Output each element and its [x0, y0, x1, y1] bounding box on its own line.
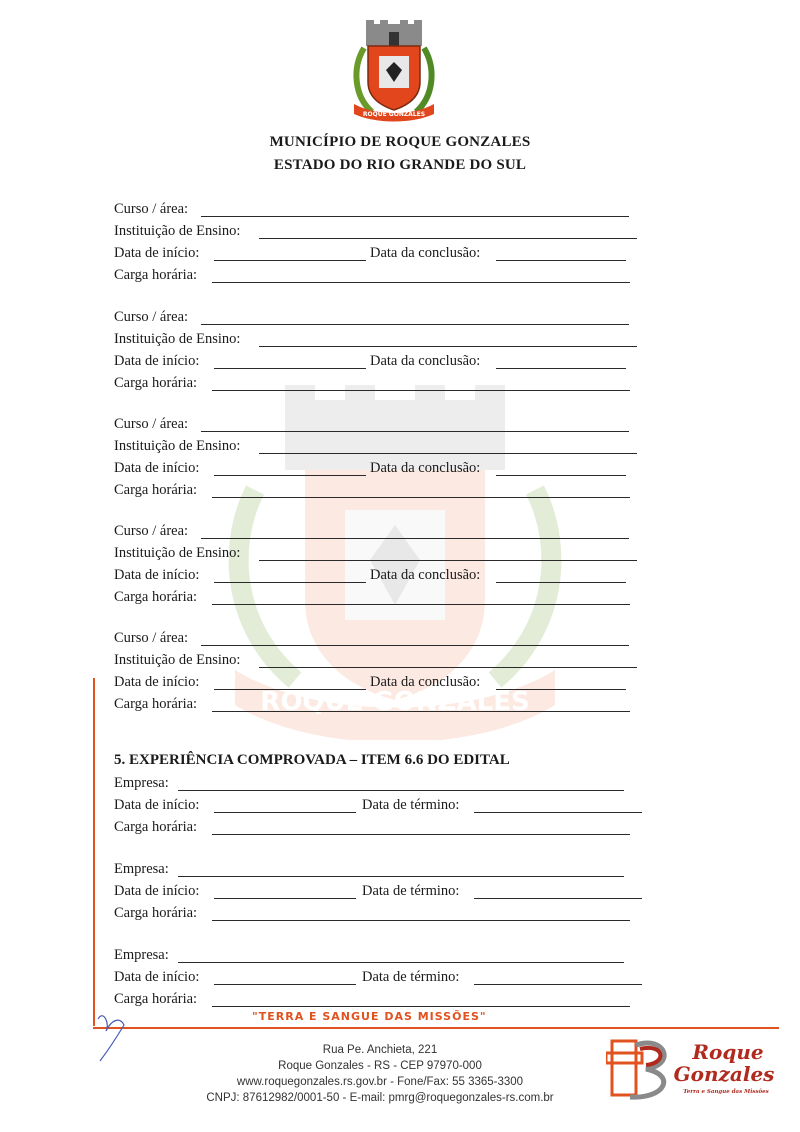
label-curso: Curso / área:	[114, 201, 189, 217]
data-inicio-field[interactable]	[214, 368, 366, 369]
curso-field[interactable]	[201, 538, 629, 539]
initials-signature	[94, 1005, 134, 1065]
label-data-termino: Data de término:	[362, 969, 460, 985]
header-state: ESTADO DO RIO GRANDE DO SUL	[273, 157, 527, 173]
label-data-conclusao: Data da conclusão:	[370, 353, 481, 369]
label-data-inicio: Data de início:	[114, 567, 200, 583]
label-data-inicio: Data de início:	[114, 353, 200, 369]
data-conclusao-field[interactable]	[496, 475, 626, 476]
label-data-inicio: Data de início:	[114, 969, 200, 985]
label-carga-horaria: Carga horária:	[114, 696, 198, 712]
label-data-termino: Data de término:	[362, 883, 460, 899]
label-data-termino: Data de término:	[362, 797, 460, 813]
data-inicio-field[interactable]	[214, 898, 356, 899]
label-carga-horaria: Carga horária:	[114, 991, 198, 1007]
label-data-conclusao: Data da conclusão:	[370, 460, 481, 476]
data-conclusao-field[interactable]	[496, 689, 626, 690]
label-curso: Curso / área:	[114, 630, 189, 646]
instituicao-field[interactable]	[259, 238, 637, 239]
carga-horaria-field[interactable]	[212, 711, 630, 712]
crest-ribbon-text: ROQUE GONZALES	[362, 111, 426, 118]
label-data-inicio: Data de início:	[114, 883, 200, 899]
footer-cnpj-email: CNPJ: 87612982/0001-50 - E-mail: pmrg@roquegonzales-rs.com.br	[206, 1092, 554, 1104]
carga-horaria-field[interactable]	[212, 497, 630, 498]
label-instituicao: Instituição de Ensino:	[114, 223, 241, 239]
data-termino-field[interactable]	[474, 898, 642, 899]
instituicao-field[interactable]	[259, 667, 637, 668]
data-conclusao-field[interactable]	[496, 368, 626, 369]
label-empresa: Empresa:	[114, 947, 169, 963]
label-instituicao: Instituição de Ensino:	[114, 331, 241, 347]
data-inicio-field[interactable]	[214, 475, 366, 476]
label-data-inicio: Data de início:	[114, 797, 200, 813]
curso-field[interactable]	[201, 216, 629, 217]
empresa-field[interactable]	[178, 790, 624, 791]
label-empresa: Empresa:	[114, 775, 169, 791]
label-data-conclusao: Data da conclusão:	[370, 245, 481, 261]
label-carga-horaria: Carga horária:	[114, 589, 198, 605]
label-instituicao: Instituição de Ensino:	[114, 545, 241, 561]
empresa-field[interactable]	[178, 876, 624, 877]
curso-field[interactable]	[201, 431, 629, 432]
section-title-experience: 5. EXPERIÊNCIA COMPROVADA – ITEM 6.6 DO EDITAL	[114, 752, 510, 768]
carga-horaria-field[interactable]	[212, 604, 630, 605]
logo-word-roque: Roque	[692, 1040, 764, 1064]
footer-city: Roque Gonzales - RS - CEP 97970-000	[278, 1060, 482, 1072]
data-termino-field[interactable]	[474, 812, 642, 813]
logo-tagline: Terra e Sangue das Missões	[683, 1089, 769, 1095]
data-conclusao-field[interactable]	[496, 582, 626, 583]
logo-word-gonzales: Gonzales	[673, 1062, 775, 1086]
municipal-crest-logo	[346, 18, 442, 122]
label-data-conclusao: Data da conclusão:	[370, 674, 481, 690]
label-data-inicio: Data de início:	[114, 245, 200, 261]
instituicao-field[interactable]	[259, 346, 637, 347]
data-conclusao-field[interactable]	[496, 260, 626, 261]
label-carga-horaria: Carga horária:	[114, 267, 198, 283]
curso-field[interactable]	[201, 324, 629, 325]
label-data-inicio: Data de início:	[114, 674, 200, 690]
margin-accent-line	[93, 678, 95, 1026]
label-data-conclusao: Data da conclusão:	[370, 567, 481, 583]
carga-horaria-field[interactable]	[212, 282, 630, 283]
data-inicio-field[interactable]	[214, 984, 356, 985]
label-empresa: Empresa:	[114, 861, 169, 877]
label-carga-horaria: Carga horária:	[114, 819, 198, 835]
instituicao-field[interactable]	[259, 560, 637, 561]
carga-horaria-field[interactable]	[212, 1006, 630, 1007]
data-inicio-field[interactable]	[214, 812, 356, 813]
instituicao-field[interactable]	[259, 453, 637, 454]
data-inicio-field[interactable]	[214, 582, 366, 583]
watermark-text: ROQUE GONZALES	[260, 687, 530, 717]
carga-horaria-field[interactable]	[212, 390, 630, 391]
slogan: "TERRA E SANGUE DAS MISSÕES"	[252, 1010, 487, 1023]
footer-divider-line	[93, 1027, 779, 1029]
footer-web-phone: www.roquegonzales.rs.gov.br - Fone/Fax: 55 3365-3300	[236, 1076, 524, 1088]
label-instituicao: Instituição de Ensino:	[114, 438, 241, 454]
carga-horaria-field[interactable]	[212, 920, 630, 921]
data-inicio-field[interactable]	[214, 260, 366, 261]
header-municipality: MUNICÍPIO DE ROQUE GONZALES	[269, 134, 531, 150]
empresa-field[interactable]	[178, 962, 624, 963]
data-inicio-field[interactable]	[214, 689, 366, 690]
carga-horaria-field[interactable]	[212, 834, 630, 835]
footer-address: Rua Pe. Anchieta, 221	[322, 1044, 438, 1056]
data-termino-field[interactable]	[474, 984, 642, 985]
label-instituicao: Instituição de Ensino:	[114, 652, 241, 668]
label-carga-horaria: Carga horária:	[114, 482, 198, 498]
roque-gonzales-footer-logo	[606, 1035, 786, 1101]
curso-field[interactable]	[201, 645, 629, 646]
label-data-inicio: Data de início:	[114, 460, 200, 476]
label-curso: Curso / área:	[114, 416, 189, 432]
label-curso: Curso / área:	[114, 309, 189, 325]
label-carga-horaria: Carga horária:	[114, 375, 198, 391]
label-carga-horaria: Carga horária:	[114, 905, 198, 921]
label-curso: Curso / área:	[114, 523, 189, 539]
